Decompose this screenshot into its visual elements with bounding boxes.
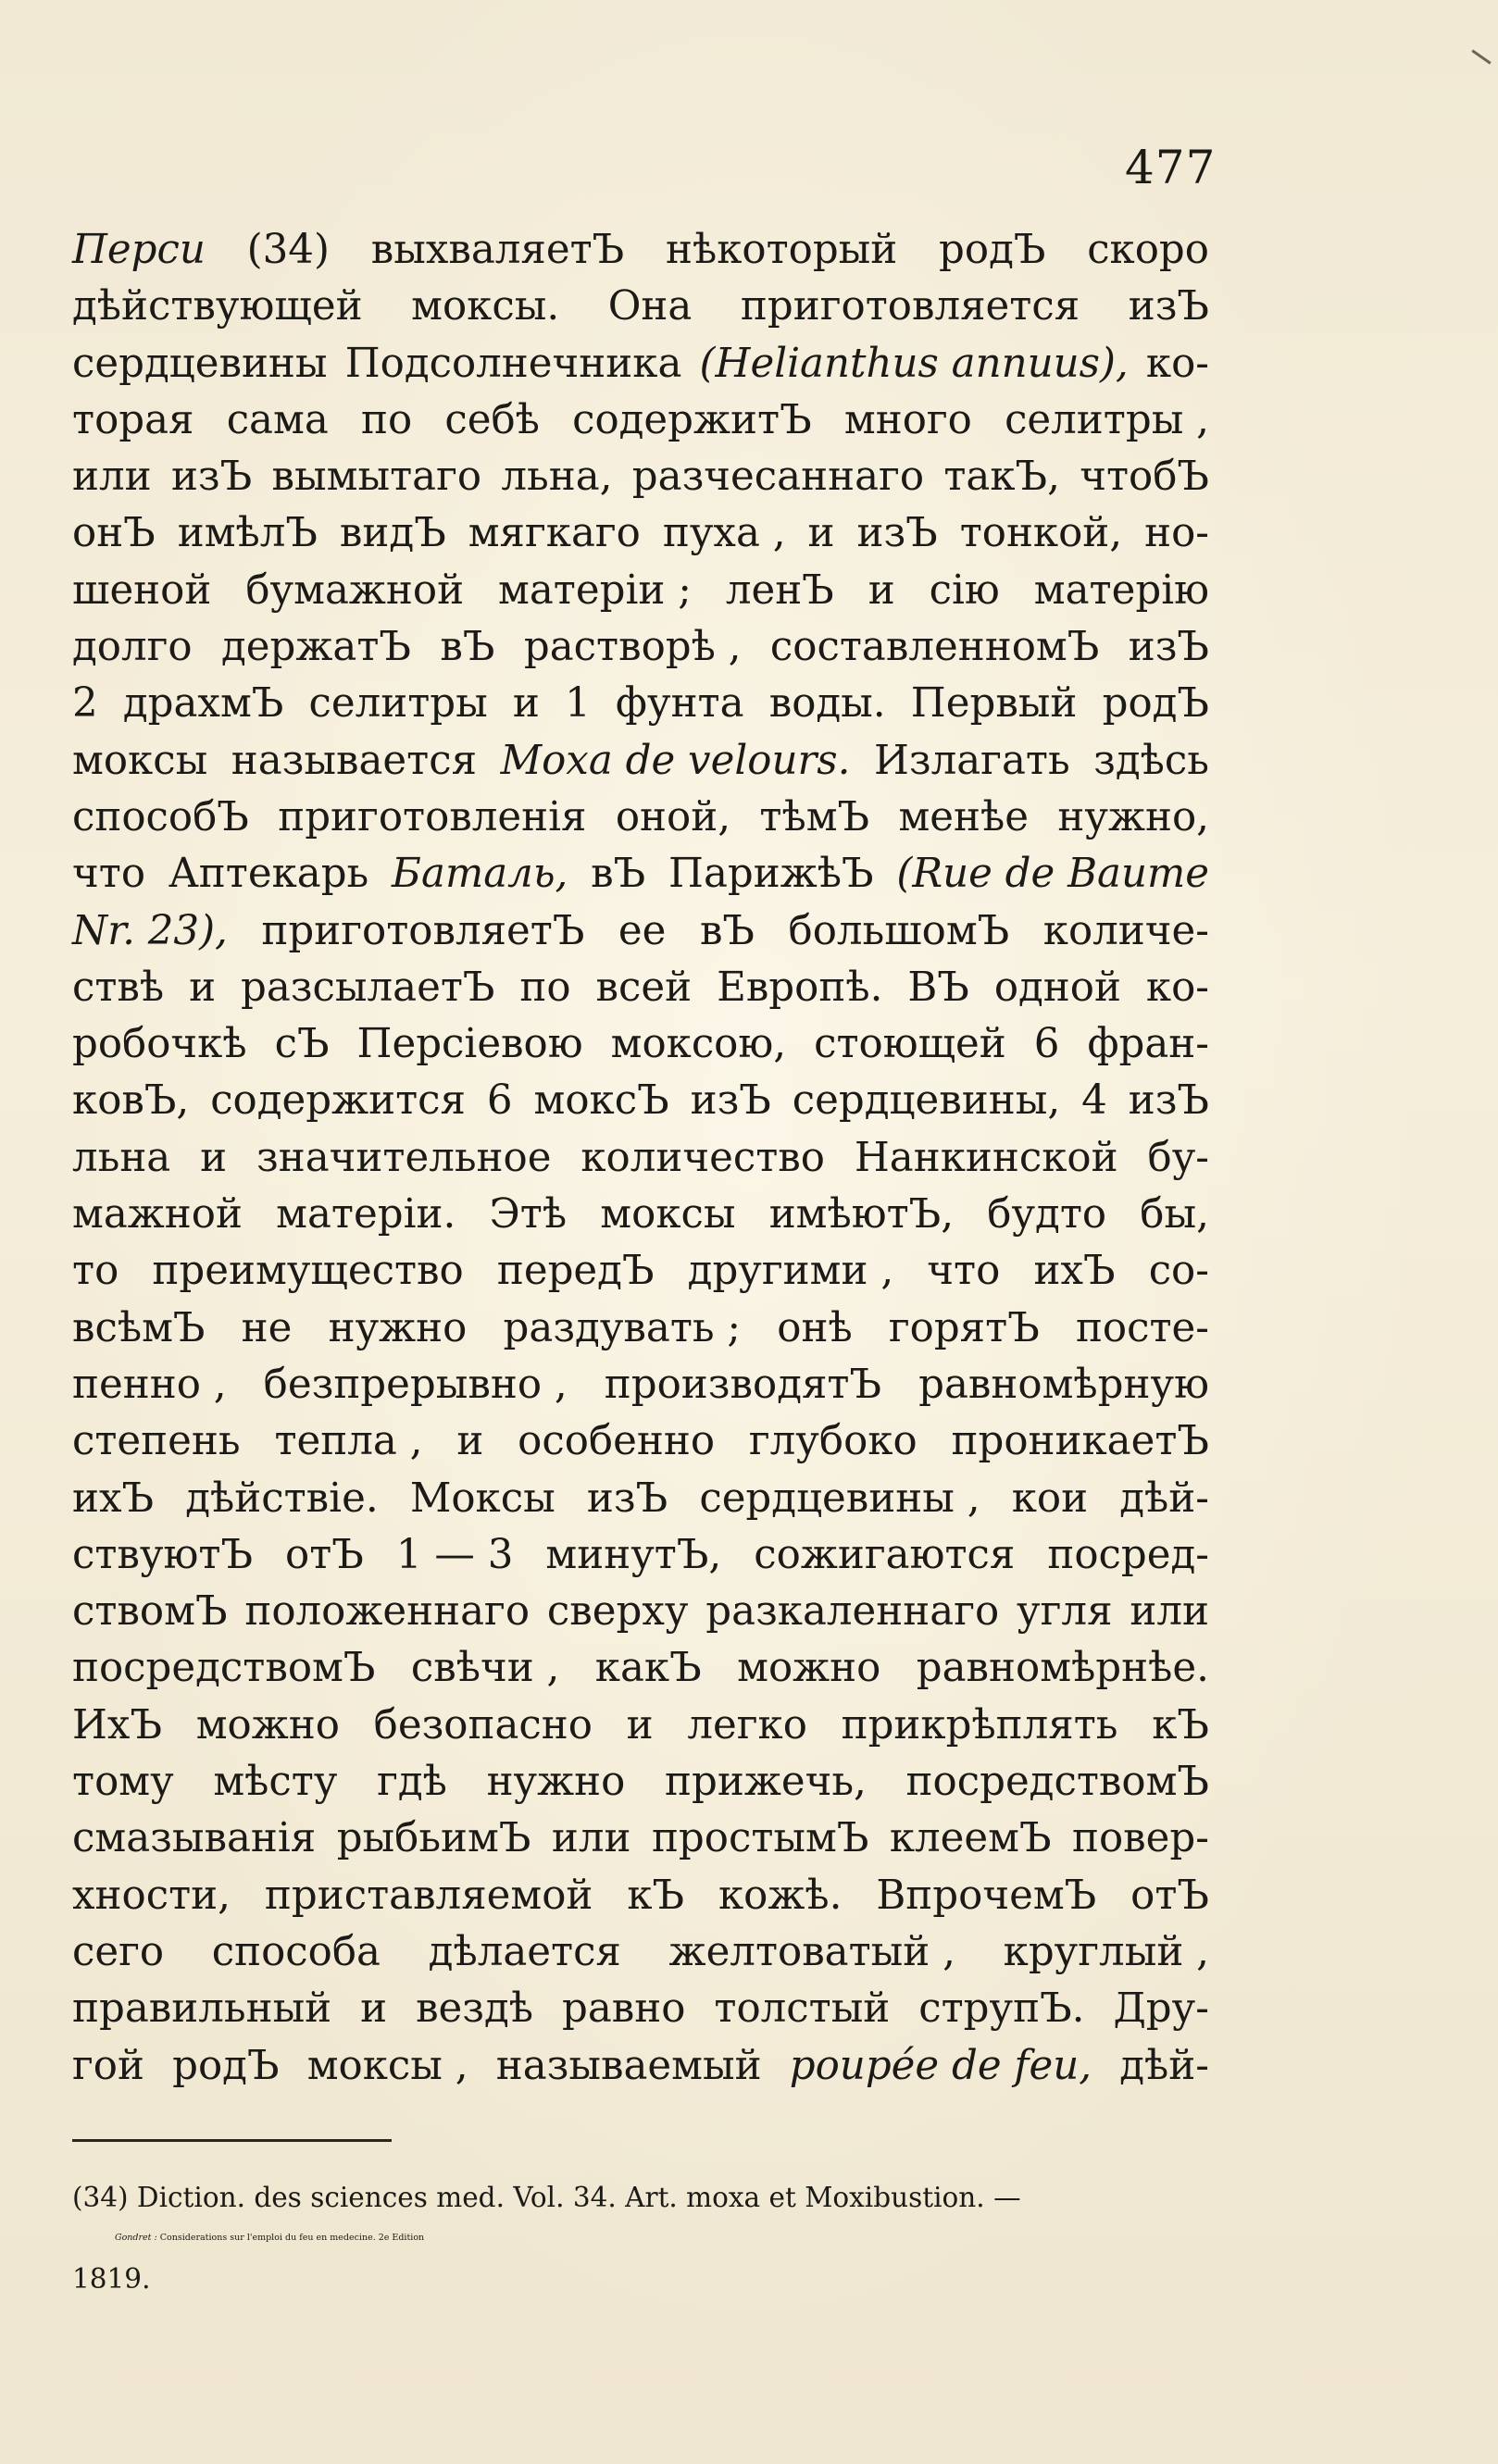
word: матеріи ;	[498, 566, 692, 614]
footnote-line-3: 1819.	[72, 2263, 151, 2295]
text-line	[72, 1811, 1209, 1867]
word: нужно	[328, 1304, 468, 1351]
word: равно	[561, 1985, 686, 2033]
word: всѣмЪ	[72, 1304, 206, 1351]
word: себѣ	[444, 396, 540, 443]
italic-word: (Helianthus annuus),	[699, 340, 1129, 387]
word: простымЪ	[651, 1815, 869, 1862]
word: сЪ	[274, 1021, 330, 1068]
word: кЪ	[627, 1872, 685, 1919]
text-line	[72, 1243, 1209, 1300]
word: Аптекарь	[168, 851, 369, 898]
word: не	[241, 1304, 293, 1351]
word: моксы.	[411, 283, 560, 330]
word: кои	[1011, 1475, 1089, 1522]
word: смазыванія	[72, 1815, 317, 1862]
word: и	[360, 1985, 388, 2033]
word: минутЪ,	[545, 1531, 722, 1578]
text-line	[72, 1754, 1209, 1811]
text-line	[72, 336, 1209, 392]
word: тепла ,	[274, 1418, 423, 1465]
footnote-line-1: (34) Diction. des sciences med. Vol. 34. Art. moxa et Moxibustion. —	[72, 2182, 1021, 2213]
italic-word: Баталь,	[392, 851, 568, 898]
word: вЪ	[440, 624, 495, 671]
word: гдѣ	[377, 1759, 447, 1806]
text-line	[72, 903, 1209, 960]
text-line	[72, 733, 1209, 790]
word: сверху	[546, 1588, 689, 1636]
word: 6	[1033, 1021, 1060, 1068]
word: вымытаго	[271, 454, 482, 501]
word: правильный	[72, 1985, 332, 2033]
text-line	[72, 449, 1209, 505]
word: будто	[987, 1191, 1107, 1238]
word: родЪ	[1102, 680, 1209, 728]
text-line	[72, 676, 1209, 732]
word: посредствомЪ	[72, 1645, 376, 1692]
text-line	[72, 1471, 1209, 1527]
word: изЪ	[690, 1077, 771, 1125]
word: дѣйствующей	[72, 283, 363, 330]
text-line	[72, 1413, 1209, 1470]
text-line	[72, 1357, 1209, 1413]
footnote-line-2	[72, 2218, 1209, 2259]
word: раздувать ;	[503, 1304, 742, 1351]
text-line	[72, 1640, 1209, 1697]
word: одной	[993, 964, 1121, 1011]
word: большомЪ	[788, 907, 1010, 954]
word: Подсолнечника	[344, 340, 682, 387]
word: безпрерывно ,	[263, 1361, 568, 1408]
word: нужно	[486, 1759, 626, 1806]
word: прижечь,	[665, 1759, 867, 1806]
word: держатЪ	[221, 624, 411, 671]
word: но-	[1144, 510, 1209, 557]
word: льна	[72, 1134, 171, 1181]
word: дѣлается	[428, 1928, 621, 1975]
word: легко	[687, 1701, 807, 1748]
word: изЪ	[1128, 624, 1209, 671]
word: долго	[72, 624, 193, 671]
word: робочкѣ	[72, 1021, 247, 1068]
word: Дру-	[1113, 1985, 1209, 2033]
word: выхваляетЪ	[370, 227, 625, 273]
word: скоро	[1087, 227, 1209, 273]
word: менѣе	[898, 793, 1030, 840]
text-line	[72, 790, 1209, 846]
word: желтоватый ,	[668, 1928, 955, 1975]
text-line	[72, 1187, 1209, 1243]
text-line	[72, 279, 1209, 335]
word: дѣй-	[1119, 1475, 1209, 1522]
text-line	[72, 1016, 1209, 1073]
word: ствѣ	[72, 964, 165, 1011]
word: и	[200, 1134, 228, 1181]
word: ко-	[1145, 964, 1209, 1011]
word: ПарижѣЪ	[668, 851, 874, 898]
word: тѣмЪ	[759, 793, 870, 840]
text-line	[72, 1073, 1209, 1129]
word: моксы	[72, 737, 208, 784]
word: составленномЪ	[769, 624, 1100, 671]
word: моксы	[600, 1191, 736, 1238]
word: другими ,	[687, 1248, 894, 1295]
word: дѣй-	[1119, 2042, 1209, 2089]
word: изЪ	[1128, 1077, 1209, 1125]
word: нѣкоторый	[665, 227, 898, 273]
word: ВпрочемЪ	[876, 1872, 1097, 1919]
word: приготовляетЪ	[261, 907, 585, 954]
word: матеріи.	[276, 1191, 456, 1238]
word: шеной	[72, 566, 212, 614]
word: количе-	[1042, 907, 1209, 954]
word: сердцевины,	[792, 1077, 1061, 1125]
word: проникаетЪ	[951, 1418, 1209, 1465]
word: по	[360, 396, 413, 443]
word: имѣютЪ,	[768, 1191, 955, 1238]
word: кЪ	[1152, 1701, 1209, 1748]
word: содержится	[210, 1077, 466, 1125]
word: гой	[72, 2042, 144, 2089]
word: то	[72, 1248, 119, 1295]
footnote-title: Considerations sur l'emploi du feu en medecine. 2e Edition	[159, 2233, 425, 2243]
word: и	[189, 964, 217, 1011]
text-line	[72, 2038, 1209, 2095]
footnote	[72, 2177, 1209, 2299]
word: всей	[595, 964, 693, 1011]
word: преимущество	[152, 1248, 464, 1295]
word: родЪ	[172, 2042, 280, 2089]
italic-word: poupée de feu,	[789, 2042, 1092, 2089]
word: сердцевины ,	[699, 1475, 980, 1522]
word: и	[807, 510, 835, 557]
word: называемый	[495, 2042, 762, 2089]
word: вЪ	[591, 851, 646, 898]
word: ствомЪ	[72, 1588, 228, 1636]
word: разкаленнаго	[705, 1588, 1000, 1636]
page-number: 477	[1125, 141, 1217, 194]
word: называется	[231, 737, 478, 784]
word: онЪ	[72, 510, 156, 557]
text-line	[72, 1300, 1209, 1357]
word: ленЪ	[725, 566, 834, 614]
word: сію	[929, 566, 1000, 614]
word: такЪ,	[943, 454, 1060, 501]
italic-word: Перси	[72, 227, 206, 273]
word: глубоко	[748, 1418, 918, 1465]
word: тому	[72, 1759, 174, 1806]
word: рыбьимЪ	[336, 1815, 531, 1862]
word: тонкой,	[959, 510, 1123, 557]
word: степень	[72, 1418, 241, 1465]
word: пуха ,	[662, 510, 786, 557]
word: особенно	[518, 1418, 716, 1465]
word: сожигаются	[754, 1531, 1016, 1578]
word: безопасно	[373, 1701, 593, 1748]
word: бу-	[1147, 1134, 1209, 1181]
word: прикрѣплять	[841, 1701, 1118, 1748]
word: торая	[72, 396, 194, 443]
word: ствуютЪ	[72, 1531, 254, 1578]
word: матерію	[1033, 566, 1209, 614]
word: толстый	[714, 1985, 891, 2033]
word: 4	[1081, 1077, 1107, 1125]
word: здѣсь	[1093, 737, 1209, 784]
italic-word: (Rue de Baume	[896, 851, 1209, 898]
word: много	[843, 396, 972, 443]
word: растворѣ ,	[523, 624, 742, 671]
word: или	[1130, 1588, 1209, 1636]
word: приготовляется	[740, 283, 1080, 330]
text-line	[72, 505, 1209, 562]
word: Этѣ	[489, 1191, 568, 1238]
word: моксою,	[610, 1021, 787, 1068]
word: равномѣрнѣе.	[916, 1645, 1209, 1692]
word: воды.	[768, 680, 886, 728]
word: клеемЪ	[889, 1815, 1052, 1862]
word: онѣ	[777, 1304, 853, 1351]
word: родЪ	[939, 227, 1046, 273]
word: Европѣ.	[717, 964, 883, 1011]
word: какЪ	[594, 1645, 702, 1692]
word: свѣчи ,	[410, 1645, 560, 1692]
text-line	[72, 1584, 1209, 1640]
word: и	[868, 566, 895, 614]
text-line	[72, 1527, 1209, 1584]
word: или	[551, 1815, 631, 1862]
word: значительное	[256, 1134, 552, 1181]
word: можно	[195, 1701, 340, 1748]
word: повер-	[1072, 1815, 1209, 1862]
word: изЪ	[170, 454, 253, 501]
word: льна,	[501, 454, 613, 501]
text-line	[72, 1868, 1209, 1924]
word: ее	[618, 907, 667, 954]
word: 2	[72, 680, 98, 728]
body-text	[72, 222, 1209, 2095]
word: изЪ	[586, 1475, 668, 1522]
text-line	[72, 1981, 1209, 2037]
word: дѣйствіе.	[185, 1475, 379, 1522]
text-line	[72, 222, 1209, 279]
word: Она	[607, 283, 693, 330]
word: и	[456, 1418, 484, 1465]
word: Персіевою	[356, 1021, 583, 1068]
word: 1	[565, 680, 591, 728]
word: кожѣ.	[718, 1872, 843, 1919]
word: и	[626, 1701, 654, 1748]
word: имѣлЪ	[177, 510, 318, 557]
margin-mark	[1471, 49, 1491, 64]
word: фунта	[615, 680, 744, 728]
word: ковЪ,	[72, 1077, 190, 1125]
word: можно	[737, 1645, 881, 1692]
word: Нанкинской	[854, 1134, 1118, 1181]
footnote-rule	[72, 2139, 392, 2142]
word: производятЪ	[604, 1361, 882, 1408]
word: фран-	[1087, 1021, 1209, 1068]
italic-word: Nr. 23),	[72, 907, 228, 954]
word: нужно,	[1057, 793, 1209, 840]
word: что	[927, 1248, 1001, 1295]
word: хности,	[72, 1872, 231, 1919]
word: посредствомЪ	[905, 1759, 1209, 1806]
word: бы,	[1140, 1191, 1209, 1238]
word: чтобЪ	[1080, 454, 1209, 501]
word: струпЪ.	[918, 1985, 1085, 2033]
word: разсылаетЪ	[241, 964, 495, 1011]
word: ВЪ	[907, 964, 969, 1011]
footnote-author: Gondret :	[115, 2233, 157, 2243]
word: содержитЪ	[572, 396, 812, 443]
word: приготовленія	[278, 793, 587, 840]
word: моксы ,	[306, 2042, 468, 2089]
italic-word: Moxa de velours.	[500, 737, 851, 784]
word: моксЪ	[533, 1077, 669, 1125]
text-line	[72, 846, 1209, 902]
word: ИхЪ	[72, 1701, 163, 1748]
text-line	[72, 1130, 1209, 1187]
text-line	[72, 1924, 1209, 1981]
word: передЪ	[496, 1248, 655, 1295]
word: круглый ,	[1003, 1928, 1209, 1975]
word: положеннаго	[244, 1588, 531, 1636]
word: видЪ	[339, 510, 446, 557]
word: способЪ	[72, 793, 249, 840]
word: стоющей	[814, 1021, 1006, 1068]
word: или	[72, 454, 152, 501]
word: Моксы	[409, 1475, 556, 1522]
word: (34)	[246, 227, 330, 273]
word: отЪ	[1130, 1872, 1209, 1919]
word: со-	[1148, 1248, 1209, 1295]
text-line	[72, 960, 1209, 1016]
word: сама	[226, 396, 329, 443]
word: Излагать	[873, 737, 1070, 784]
word: сего	[72, 1928, 165, 1975]
word: способа	[211, 1928, 381, 1975]
word: 6	[486, 1077, 513, 1125]
word: 1 — 3	[395, 1531, 514, 1578]
word: вездѣ	[416, 1985, 534, 2033]
word: оной,	[615, 793, 731, 840]
word: равномѣрную	[918, 1361, 1209, 1408]
word: селитры	[308, 680, 488, 728]
text-line	[72, 1698, 1209, 1754]
text-line	[72, 563, 1209, 619]
text-line	[72, 619, 1209, 676]
word: изЪ	[1128, 283, 1209, 330]
word: угля	[1017, 1588, 1113, 1636]
word: ихЪ	[72, 1475, 155, 1522]
word: приставляемой	[264, 1872, 593, 1919]
word: бумажной	[245, 566, 465, 614]
word: сердцевины	[72, 340, 328, 387]
word: разчесаннаго	[631, 454, 925, 501]
word: изЪ	[856, 510, 938, 557]
word: вЪ	[699, 907, 755, 954]
word: количество	[580, 1134, 825, 1181]
word: селитры ,	[1005, 396, 1209, 443]
word: мягкаго	[468, 510, 641, 557]
word: по	[519, 964, 571, 1011]
word: пенно ,	[72, 1361, 227, 1408]
word: и	[512, 680, 540, 728]
word: ихЪ	[1033, 1248, 1116, 1295]
word: посте-	[1075, 1304, 1209, 1351]
word: драхмЪ	[122, 680, 284, 728]
word: ко-	[1145, 340, 1209, 387]
word: что	[72, 851, 146, 898]
word: мажной	[72, 1191, 243, 1238]
word: отЪ	[285, 1531, 364, 1578]
word: мѣсту	[213, 1759, 338, 1806]
word: Первый	[910, 680, 1078, 728]
text-line	[72, 392, 1209, 449]
word: посред-	[1047, 1531, 1209, 1578]
word: горятЪ	[888, 1304, 1040, 1351]
